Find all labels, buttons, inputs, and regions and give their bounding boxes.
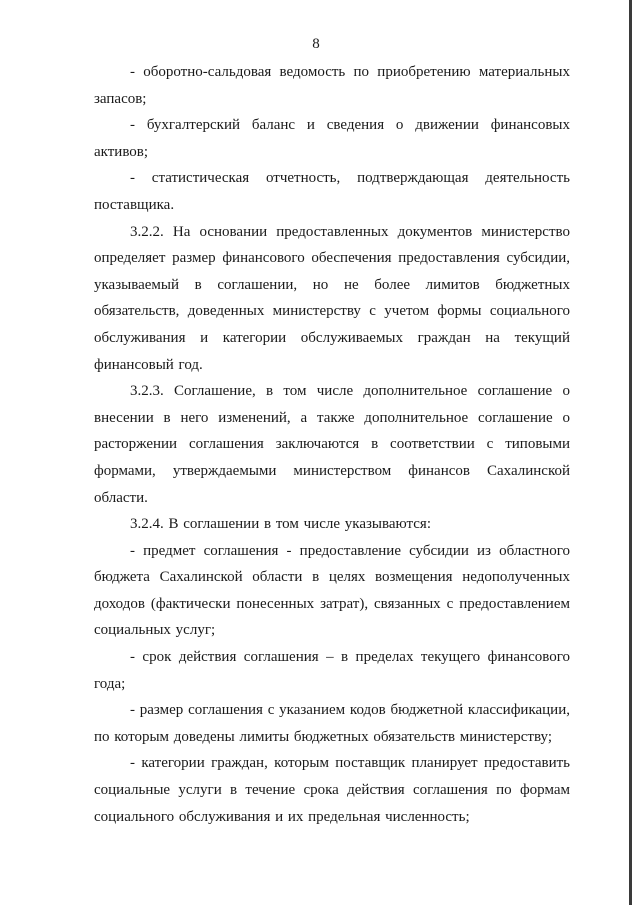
page-number: 8 [312,36,320,52]
paragraph-citizen-categories: - категории граждан, которым поставщик планирует предоставить социальные услуги в течение срока действия соглашения по формам социального обслуживания и их предельная численность; [94,755,570,825]
paragraph-3-2-4: 3.2.4. В соглашении в том числе указываются: [130,516,431,533]
paragraph-agreement-amount: - размер соглашения с указанием кодов бюджетной классификации, по которым доведены лимиты бюджетных обязательств министерству; [94,702,570,745]
paragraph-balance-sheet: - бухгалтерский баланс и сведения о движении финансовых активов; [94,117,570,160]
paragraph-statistical-reporting: - статистическая отчетность, подтверждающая деятельность поставщика. [94,170,570,213]
paragraph-turnover-statement: - оборотно-сальдовая ведомость по приобретению материальных запасов; [94,64,570,107]
paragraph-agreement-subject: - предмет соглашения - предоставление субсидии из областного бюджета Сахалинской области в целях возмещения недополученных доходов (фактически понесенных затрат), связанных с предоставлением социальных услуг; [94,542,570,639]
paragraph-3-2-2: 3.2.2. На основании предоставленных документов министерство определяет размер финансового обеспечения предоставления субсидии, указываемый в соглашении, но не более лимитов бюджетных обязательств, доведенных министерству с учетом формы социального обслуживания и категории обслуживаемых граждан на текущий финансовый год. [94,223,570,373]
body-text [94,59,570,830]
paragraph-3-2-3: 3.2.3. Соглашение, в том числе дополнительное соглашение о внесении в него изменений, а также дополнительное соглашение о расторжении соглашения заключаются в соответствии с типовыми формами, утверждаемыми министерством финансов Сахалинской области. [94,383,570,506]
paragraph-agreement-term: - срок действия соглашения – в пределах текущего финансового года; [94,649,570,692]
